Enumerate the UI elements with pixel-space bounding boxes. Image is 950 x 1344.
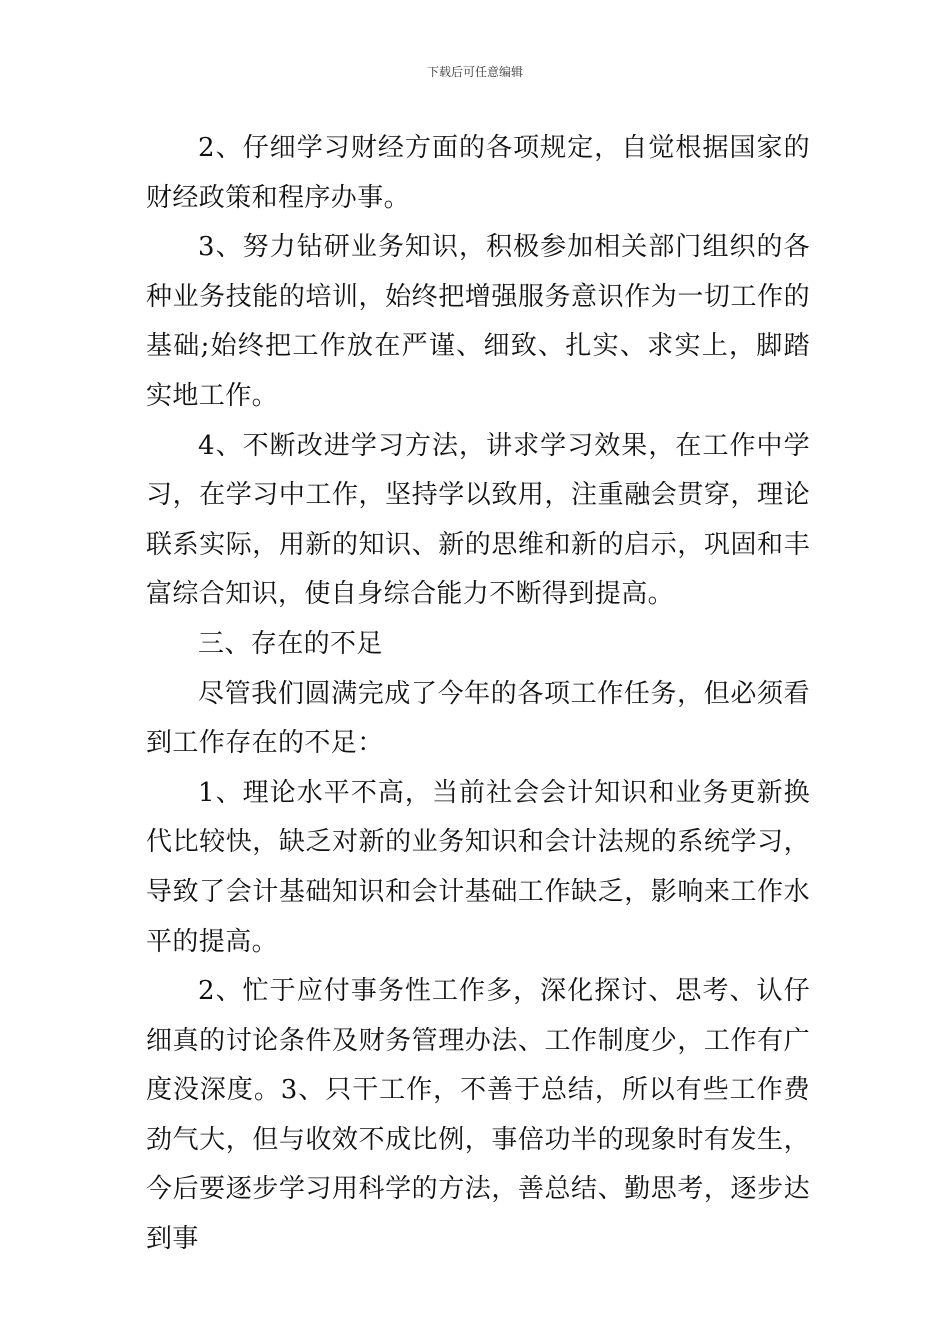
page-header: 下载后可任意编辑 bbox=[426, 65, 523, 79]
paragraph-shortcoming-2-3: 2、忙于应付事务性工作多，深化探讨、思考、认仔细真的讨论条件及财务管理办法、工作制度少，工作有广度没深度。3、只干工作，不善于总结，所以有些工作费劲气大，但与收效不成比例，事倍功半的现象时有发生，今后要逐步学习用科学的方法，善总结、勤思考，逐步达到事 bbox=[146, 976, 810, 1255]
document-body bbox=[146, 124, 810, 1265]
paragraph-shortcoming-1: 1、理论水平不高，当前社会会计知识和业务更新换代比较快，缺乏对新的业务知识和会计法规的系统学习，导致了会计基础知识和会计基础工作缺乏，影响来工作水平的提高。 bbox=[146, 777, 810, 957]
paragraph-item-3-professional-study: 3、努力钻研业务知识，积极参加相关部门组织的各种业务技能的培训，始终把增强服务意识作为一切工作的基础;始终把工作放在严谨、细致、扎实、求实上，脚踏实地工作。 bbox=[146, 232, 810, 411]
paragraph-item-4-learning-methods: 4、不断改进学习方法，讲求学习效果，在工作中学习，在学习中工作，坚持学以致用，注重融会贯穿，理论联系实际，用新的知识、新的思维和新的启示，巩固和丰富综合知识，使自身综合能力不断得到提高。 bbox=[146, 430, 810, 610]
section-heading-shortcomings: 三、存在的不足 bbox=[198, 628, 383, 659]
paragraph-shortcomings-intro: 尽管我们圆满完成了今年的各项工作任务，但必须看到工作存在的不足： bbox=[146, 678, 810, 759]
paragraph-item-2-finance-rules: 2、仔细学习财经方面的各项规定，自觉根据国家的财经政策和程序办事。 bbox=[146, 133, 810, 213]
